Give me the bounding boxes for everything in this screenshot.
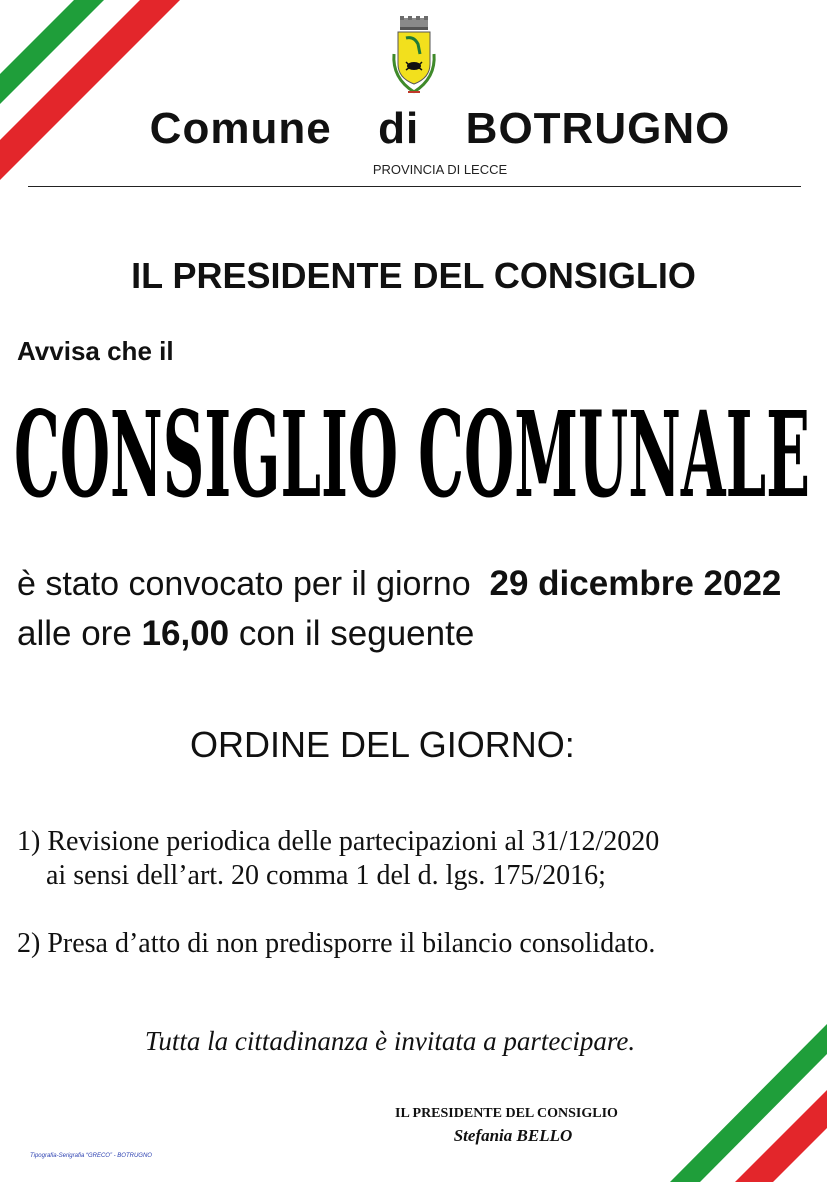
meeting-time: 16,00: [141, 614, 230, 653]
province-label: PROVINCIA DI LECCE: [372, 162, 508, 177]
signature-title: IL PRESIDENTE DEL CONSIGLIO: [395, 1106, 618, 1121]
signature-name: Stefania BELLO: [453, 1126, 573, 1145]
agenda-item-1-continued: ai sensi dell’art. 20 comma 1 del d. lgs. 175/2016;: [46, 860, 606, 891]
coat-of-arms-icon: [384, 14, 444, 98]
agenda-item-2: 2) Presa d’atto di non predisporre il bilancio consolidato.: [17, 928, 656, 959]
notice-heading: IL PRESIDENTE DEL CONSIGLIO: [131, 255, 696, 296]
municipality-title: Comune di BOTRUGNO: [149, 104, 731, 153]
header-divider: [28, 186, 801, 187]
notice-intro: Avvisa che il: [17, 336, 174, 366]
printer-credit: Tipografia-Serigrafia “GRECO” - BOTRUGNO: [30, 1153, 152, 1159]
headline-text: CONSIGLIO COMUNALE: [14, 398, 810, 518]
meeting-date: 29 dicembre 2022: [489, 564, 782, 603]
time-line: [17, 614, 474, 654]
convocation-line: [17, 564, 781, 604]
headline-consiglio-comunale: [14, 398, 814, 518]
agenda-item-1: 1) Revisione periodica delle partecipazioni al 31/12/2020: [17, 826, 660, 857]
agenda-title: ORDINE DEL GIORNO:: [190, 724, 575, 765]
time-suffix: con il seguente: [238, 614, 475, 653]
invitation-text: Tutta la cittadinanza è invitata a partecipare.: [144, 1026, 636, 1056]
convocation-text: è stato convocato per il giorno: [17, 565, 471, 603]
time-prefix: alle ore: [17, 614, 132, 653]
